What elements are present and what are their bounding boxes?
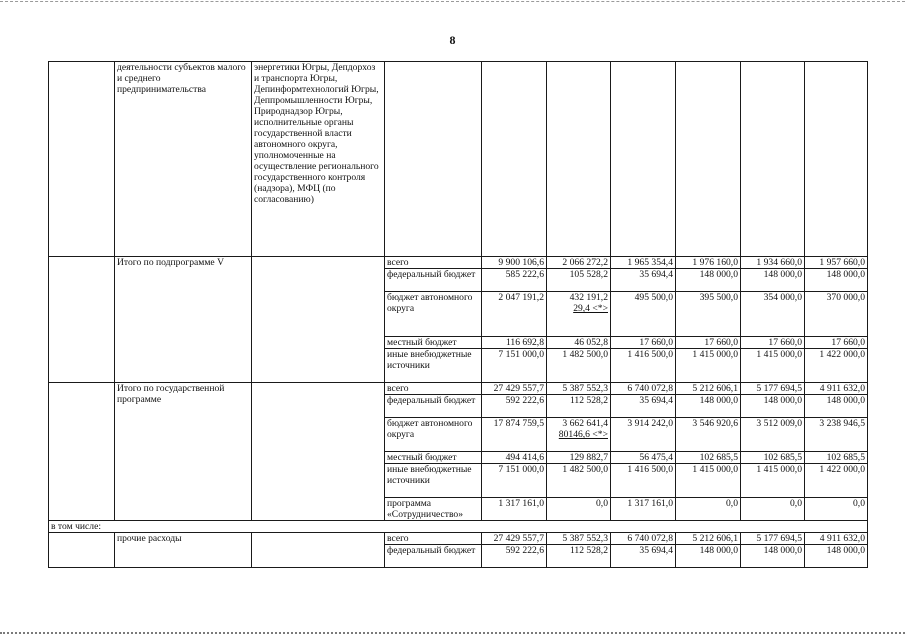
value-cell — [676, 349, 741, 383]
amount-value: 1 482 500,0 — [562, 464, 608, 475]
funding-source-cell: иные внебюджетные источники — [385, 349, 482, 383]
amount-value: 35 694,4 — [639, 545, 673, 556]
including-label: в том числе: — [49, 521, 868, 533]
table-body — [49, 62, 868, 568]
value-cell — [676, 383, 741, 395]
value-cell — [547, 62, 611, 257]
value-cell — [482, 257, 547, 269]
value-cell — [547, 395, 611, 418]
state-program-total-label: Итого по государственной программе — [115, 383, 252, 521]
value-cell — [805, 292, 868, 337]
value-cell — [676, 464, 741, 498]
value-cell — [611, 418, 676, 452]
amount-value: 148 000,0 — [699, 269, 738, 280]
amount-value: 148 000,0 — [699, 545, 738, 556]
amount-value: 9 900 106,6 — [498, 257, 544, 268]
value-cell — [805, 337, 868, 349]
amount-value: 148 000,0 — [763, 545, 802, 556]
value-cell — [676, 269, 741, 292]
amount-value: 102 685,5 — [699, 452, 738, 463]
amount-value: 2 047 191,2 — [498, 292, 544, 303]
amount-value: 102 685,5 — [763, 452, 802, 463]
table-row — [49, 521, 868, 533]
value-cell — [547, 498, 611, 521]
amount-value: 129 882,7 — [569, 452, 608, 463]
value-cell — [547, 452, 611, 464]
funding-source-cell: всего — [385, 257, 482, 269]
funding-source-cell: бюджет автономного округа — [385, 292, 482, 337]
value-cell — [741, 62, 805, 257]
row-number-cell — [49, 383, 115, 521]
value-cell — [805, 269, 868, 292]
value-cell — [805, 418, 868, 452]
value-cell — [482, 498, 547, 521]
value-cell — [482, 533, 547, 545]
value-cell — [611, 452, 676, 464]
funding-source-cell: федеральный бюджет — [385, 395, 482, 418]
amount-value: 5 177 694,5 — [756, 533, 802, 544]
value-cell — [805, 257, 868, 269]
value-cell — [482, 269, 547, 292]
amount-value: 1 965 354,4 — [627, 257, 673, 268]
value-cell — [482, 383, 547, 395]
value-cell — [805, 498, 868, 521]
value-cell — [482, 418, 547, 452]
amount-value: 494 414,6 — [505, 452, 544, 463]
value-cell — [805, 349, 868, 383]
amount-value: 5 212 606,1 — [692, 383, 738, 394]
amount-value: 1 416 500,0 — [627, 349, 673, 360]
value-cell — [611, 533, 676, 545]
funding-source-cell: местный бюджет — [385, 452, 482, 464]
amount-value: 2 066 272,2 — [562, 257, 608, 268]
value-cell — [547, 464, 611, 498]
amount-value: 0,0 — [790, 498, 802, 509]
value-cell — [676, 498, 741, 521]
amount-value: 1 317 161,0 — [498, 498, 544, 509]
amount-value: 370 000,0 — [826, 292, 865, 303]
value-cell — [611, 257, 676, 269]
value-cell — [547, 257, 611, 269]
amount-value: 35 694,4 — [639, 395, 673, 406]
value-cell — [741, 452, 805, 464]
amount-value: 17 874 759,5 — [493, 418, 544, 429]
amount-value: 1 976 160,0 — [692, 257, 738, 268]
value-cell — [741, 349, 805, 383]
value-cell — [482, 292, 547, 337]
value-cell — [611, 269, 676, 292]
table-row — [49, 62, 868, 257]
amount-value: 1 415 000,0 — [756, 464, 802, 475]
value-cell — [676, 257, 741, 269]
amount-value: 148 000,0 — [763, 395, 802, 406]
amount-value: 27 429 557,7 — [493, 533, 544, 544]
amount-value: 7 151 000,0 — [498, 464, 544, 475]
amount-value: 116 692,8 — [505, 337, 544, 348]
page-number: 8 — [449, 33, 456, 47]
amount-value: 4 911 632,0 — [819, 383, 865, 394]
value-cell — [676, 533, 741, 545]
amount-value: 1 415 000,0 — [756, 349, 802, 360]
value-cell — [676, 452, 741, 464]
funding-source-cell: иные внебюджетные источники — [385, 464, 482, 498]
amount-value: 148 000,0 — [826, 545, 865, 556]
value-cell — [741, 337, 805, 349]
value-cell — [482, 337, 547, 349]
amount-value: 148 000,0 — [763, 269, 802, 280]
value-cell — [482, 395, 547, 418]
funding-source-cell: программа «Сотрудничество» — [385, 498, 482, 521]
amount-value: 1 422 000,0 — [819, 349, 865, 360]
amount-value: 354 000,0 — [763, 292, 802, 303]
value-cell — [741, 383, 805, 395]
activity-cell: деятельности субъектов малого и среднего предпринимательства — [115, 62, 252, 257]
executors-cell — [252, 383, 385, 521]
value-cell — [611, 349, 676, 383]
value-cell — [611, 498, 676, 521]
amount-value: 6 740 072,8 — [627, 533, 673, 544]
executors-cell — [252, 257, 385, 383]
amount-value: 35 694,4 — [639, 269, 673, 280]
value-cell — [547, 337, 611, 349]
amount-value: 5 212 606,1 — [692, 533, 738, 544]
amount-value: 7 151 000,0 — [498, 349, 544, 360]
amount-value: 3 512 009,0 — [756, 418, 802, 429]
footnote-amount: 80146,6 <*> — [558, 429, 608, 440]
row-number-cell — [49, 533, 115, 568]
amount-value: 17 660,0 — [831, 337, 865, 348]
amount-value: 1 415 000,0 — [692, 464, 738, 475]
amount-value: 27 429 557,7 — [493, 383, 544, 394]
amount-value: 592 222,6 — [505, 545, 544, 556]
footnote-amount: 29,4 <*> — [573, 303, 608, 314]
amount-value: 0,0 — [726, 498, 738, 509]
amount-value: 395 500,0 — [699, 292, 738, 303]
funding-source-cell: местный бюджет — [385, 337, 482, 349]
value-cell — [611, 395, 676, 418]
value-cell — [741, 498, 805, 521]
amount-value: 592 222,6 — [505, 395, 544, 406]
value-cell — [547, 269, 611, 292]
funding-source-cell: федеральный бюджет — [385, 545, 482, 568]
executors-cell: энергетики Югры, Депдорхоз и транспорта Югры, Депинформтехнологий Югры, Деппромышленности Югры, Природнадзор Югры, исполнительные органы государственной власти автономного округа, уполномоченные на осуществление регионального государственного контроля (надзора), МФЦ (по согласованию) — [252, 62, 385, 257]
value-cell — [805, 383, 868, 395]
amount-value: 1 415 000,0 — [692, 349, 738, 360]
value-cell — [611, 545, 676, 568]
value-cell — [741, 545, 805, 568]
value-cell — [805, 62, 868, 257]
amount-value: 4 911 632,0 — [819, 533, 865, 544]
amount-value: 1 422 000,0 — [819, 464, 865, 475]
value-cell — [611, 62, 676, 257]
amount-value: 5 387 552,3 — [562, 533, 608, 544]
amount-value: 0,0 — [853, 498, 865, 509]
table-row — [49, 257, 868, 269]
amount-value: 3 546 920,6 — [692, 418, 738, 429]
value-cell — [741, 257, 805, 269]
scan-edge-bottom — [0, 632, 905, 634]
value-cell — [741, 533, 805, 545]
table-row — [49, 383, 868, 395]
value-cell — [805, 533, 868, 545]
value-cell — [676, 337, 741, 349]
value-cell — [611, 383, 676, 395]
amount-value: 1 482 500,0 — [562, 349, 608, 360]
amount-value: 432 191,2 — [569, 292, 608, 303]
amount-value: 585 222,6 — [505, 269, 544, 280]
amount-value: 5 177 694,5 — [756, 383, 802, 394]
value-cell — [547, 292, 611, 337]
amount-value: 6 740 072,8 — [627, 383, 673, 394]
value-cell — [805, 464, 868, 498]
value-cell — [482, 545, 547, 568]
table-row — [49, 533, 868, 545]
row-number-cell — [49, 62, 115, 257]
amount-value: 3 662 641,4 — [562, 418, 608, 429]
amount-value: 56 475,4 — [639, 452, 673, 463]
value-cell — [547, 418, 611, 452]
value-cell — [547, 533, 611, 545]
amount-value: 5 387 552,3 — [562, 383, 608, 394]
amount-value: 148 000,0 — [699, 395, 738, 406]
value-cell — [676, 545, 741, 568]
value-cell — [611, 292, 676, 337]
funding-source-cell: федеральный бюджет — [385, 269, 482, 292]
value-cell — [741, 464, 805, 498]
value-cell — [805, 545, 868, 568]
other-expenses-label: прочие расходы — [115, 533, 252, 568]
amount-value: 0,0 — [596, 498, 608, 509]
value-cell — [676, 292, 741, 337]
amount-value: 17 660,0 — [704, 337, 738, 348]
value-cell — [741, 269, 805, 292]
amount-value: 112 528,2 — [569, 395, 608, 406]
amount-value: 112 528,2 — [569, 545, 608, 556]
amount-value: 3 914 242,0 — [627, 418, 673, 429]
value-cell — [611, 337, 676, 349]
value-cell — [676, 395, 741, 418]
amount-value: 1 934 660,0 — [756, 257, 802, 268]
value-cell — [805, 395, 868, 418]
amount-value: 105 528,2 — [569, 269, 608, 280]
amount-value: 495 500,0 — [634, 292, 673, 303]
value-cell — [805, 452, 868, 464]
amount-value: 46 052,8 — [574, 337, 608, 348]
amount-value: 17 660,0 — [639, 337, 673, 348]
value-cell — [611, 464, 676, 498]
value-cell — [741, 395, 805, 418]
value-cell — [676, 418, 741, 452]
funding-source-cell: всего — [385, 383, 482, 395]
value-cell — [741, 292, 805, 337]
executors-cell — [252, 533, 385, 568]
amount-value: 102 685,5 — [826, 452, 865, 463]
value-cell — [547, 383, 611, 395]
amount-value: 148 000,0 — [826, 269, 865, 280]
row-number-cell — [49, 257, 115, 383]
funding-source-cell: бюджет автономного округа — [385, 418, 482, 452]
value-cell — [482, 464, 547, 498]
amount-value: 1 416 500,0 — [627, 464, 673, 475]
scan-edge-top — [0, 1, 905, 2]
subprogram-total-label: Итого по подпрограмме V — [115, 257, 252, 383]
value-cell — [547, 545, 611, 568]
value-cell — [547, 349, 611, 383]
value-cell — [676, 62, 741, 257]
value-cell — [741, 418, 805, 452]
amount-value: 1 317 161,0 — [627, 498, 673, 509]
value-cell — [482, 349, 547, 383]
value-cell — [482, 62, 547, 257]
amount-value: 3 238 946,5 — [819, 418, 865, 429]
source-cell — [385, 62, 482, 257]
amount-value: 148 000,0 — [826, 395, 865, 406]
budget-table — [48, 61, 868, 568]
value-cell — [482, 452, 547, 464]
amount-value: 17 660,0 — [768, 337, 802, 348]
amount-value: 1 957 660,0 — [819, 257, 865, 268]
funding-source-cell: всего — [385, 533, 482, 545]
